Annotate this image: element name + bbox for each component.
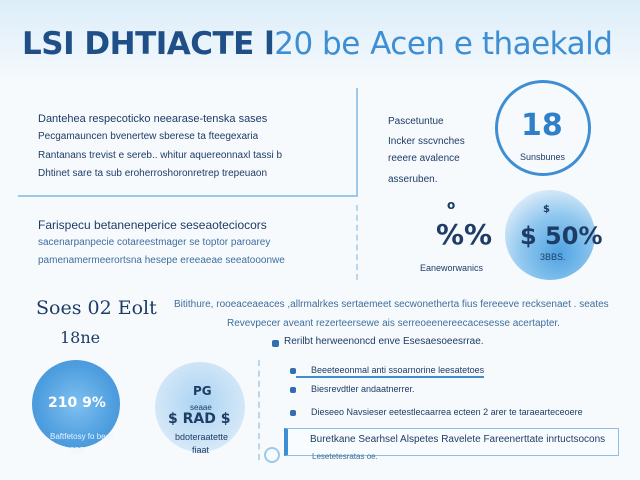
page-title [22, 26, 622, 70]
pct-left-value: %% [436, 218, 493, 251]
circle1-value: 210 9% [48, 395, 106, 411]
p1-line-2: Pecgamauncen bvenertew sberese ta fteegexaria [38, 131, 259, 142]
circle2-line-1: seaae [190, 403, 212, 412]
panel-right-border [356, 88, 358, 196]
small-ring-icon [264, 447, 280, 463]
blob-caption: 3BBS. [540, 252, 566, 262]
bullet-text-1: Beeeteeonmal anti ssoarnorine leesatetoes [311, 365, 485, 375]
rt-line-4: asseruben. [388, 174, 438, 185]
divider-dashed-2 [258, 360, 260, 460]
p2-line-2: sacenarpanpecie cotareestmager se toptor paroarey [38, 237, 271, 248]
bullet-icon-3 [290, 410, 296, 416]
para-bullet-icon [272, 340, 279, 347]
lower-subheading: 18ne [60, 328, 101, 347]
bullet-underline-1 [296, 376, 484, 378]
bullet-text-2: Biesrevdtler andaatnerrer. [311, 384, 415, 394]
circle2-value: $ RAD $ [168, 411, 231, 427]
blob-value: $ 50% [520, 222, 603, 250]
para-line-2: Revevpecer aveant rezerteersewe ais serreoeenereecacesesse acertapter. [227, 318, 560, 329]
rt-line-3: reeere avalence [388, 153, 460, 164]
title-part-a: LSI DHTIACTE l [22, 26, 275, 62]
p1-line-4: Dhtinet sare ta sub eroherroshoronretrep trepeuaon [38, 168, 268, 179]
p1-line-3: Rantanans trevist e sereb.. whitur aquereonnaxl tassi b [38, 150, 283, 161]
circle2-line-2: bdoteraatette [175, 432, 229, 442]
bullet-icon-2 [290, 387, 296, 393]
bullet-icon-1 [290, 368, 296, 374]
panel-bottom-border [18, 195, 358, 197]
bullet-text-4: Buretkane Searhsel Alspetes Ravelete Fareenerttate inrtuctsocons [310, 434, 606, 445]
lower-heading: Soes 02 Eolt [36, 297, 157, 319]
rt-line-1: Pascetuntue [388, 116, 444, 127]
para-line-3: Rerilbt herweenoncd enve Esesaesoeesrrae. [284, 336, 484, 347]
ring-value: 18 [521, 108, 563, 143]
p2-line-3: pamenamermeerortsna hesepe ereeaeae seeatooonwe [38, 255, 285, 266]
title-part-b: 20 be [274, 26, 360, 62]
bullet-text-3: Dieseeo Navsieser eetestlecaarrea ecteen 2 arer te taraearteceoere [311, 407, 583, 417]
pct-left-top: o [447, 198, 456, 212]
circle1-line-2: 3BB [70, 446, 86, 455]
blob-top: $ [543, 204, 550, 215]
circle2-value-top: PG [193, 384, 212, 398]
rt-line-2: Incker sscvnches [388, 136, 465, 147]
p1-line-1: Dantehea respecoticko neearase-tenska sases [38, 113, 268, 125]
circle1-line-1: Baftfetosy fo beas [50, 432, 115, 441]
circle2-line-3: fiaat [192, 445, 210, 455]
p2-line-1: Farispecu betaneneperice seseaoteciocors [38, 218, 267, 232]
title-part-c: Acen e thaekald [370, 26, 613, 62]
ring-caption: Sunsbunes [520, 152, 566, 162]
pct-caption: Eaneworwanics [420, 263, 484, 273]
para-line-1: Bitithure, rooeaceaeaces ,allrmalrkes sertaemeet secwonetherta fius fereeeve recksenaet . seates [174, 299, 609, 310]
bullet-text-5: Lesetetesratas oe. [312, 452, 378, 461]
divider-dashed-1 [356, 205, 358, 280]
